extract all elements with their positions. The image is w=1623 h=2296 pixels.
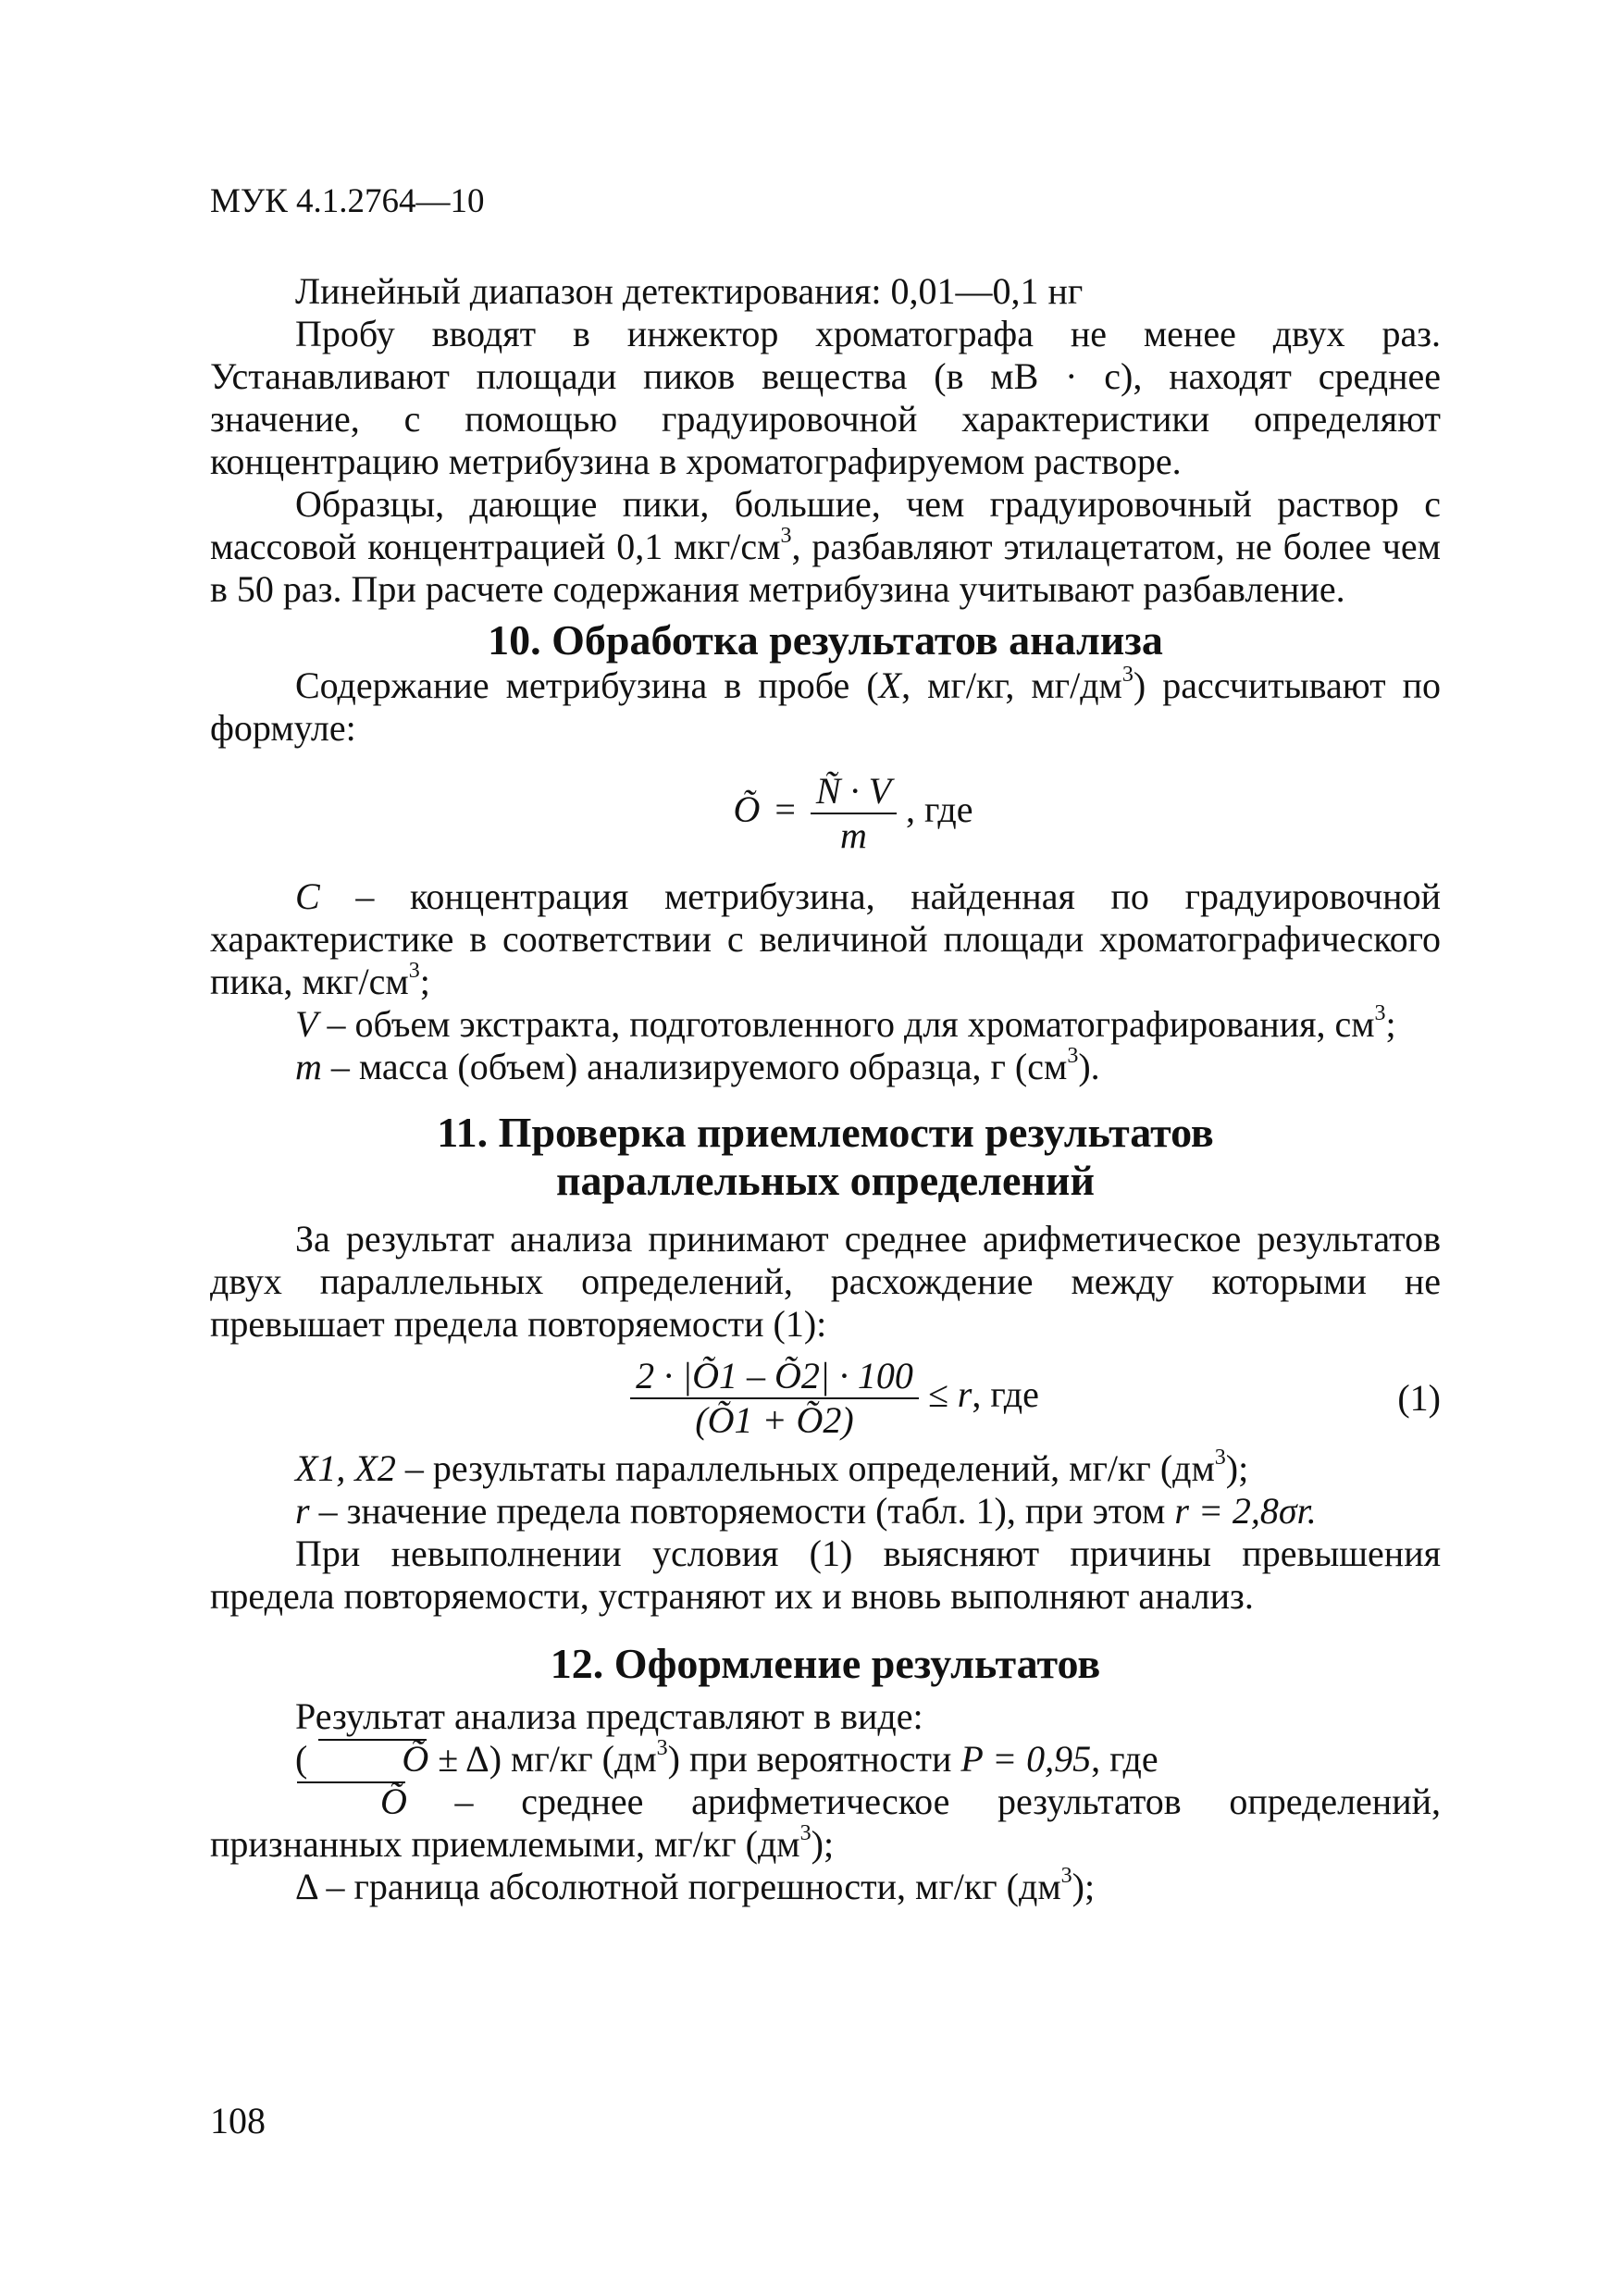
formula-repeatability: $\frac{2 \cdot |Õ1 - Õ2| \cdot 100}{(Õ1 + Õ2)}$ ≤ r, где (1) — [210, 1355, 1441, 1442]
section-10-intro: Содержание метрибузина в пробе (X, мг/кг, $мг/дм^3$) рассчитывают по формуле: — [210, 663, 1442, 749]
section-10-title: 10. Обработка результатов анализа — [488, 616, 1163, 664]
formula-result: Õ = $\frac{Ñ \cdot V}{m}$ , где — [733, 770, 973, 856]
definition-r: r – значение предела повторяемости (табл. 1), при этом r = 2,8σr. — [295, 1490, 1317, 1532]
definition-m: m – масса (объем) анализируемого образца, г $(см^3)$. — [295, 1044, 1100, 1087]
definition-delta: Δ – граница абсолютной погрешности, мг/кг $(дм^3)$; — [295, 1864, 1096, 1907]
paragraph-injection: Пробу вводят в инжектор хроматографа не менее двух раз. Устанавливают площади пиков вещества (в мВ · с), находят среднее значение, с помощью градуировочной характеристики определяют концентрацию метрибузина в хроматографируемом растворе. — [210, 313, 1441, 482]
equation-number: (1) — [1397, 1377, 1441, 1419]
result-expression: ( Õ ± Δ) мг/кг $(дм^3)$ при вероятности P = 0,95, где — [295, 1736, 1158, 1780]
definition-v: V – объем экстракта, подготовленного для хроматографирования, $см^3$; — [295, 1001, 1396, 1045]
definition-mean: Õ – среднее арифметическое результатов определений, признанных приемлемыми, мг/кг $(дм^3)$; — [210, 1781, 1442, 1865]
definition-c: C – концентрация метрибузина, найденная по градуировочной характеристике в соответствии с величиной площади хроматографического пика, мкг/$см^3$; — [210, 875, 1441, 1002]
section-12-intro: Результат анализа представляют в виде: — [295, 1695, 923, 1737]
paragraph-detection-range: Линейный диапазон детектирования: 0,01—0,1 нг — [295, 270, 1084, 312]
section-11-title: 11. Проверка приемлемости результатов параллельных определений — [437, 1109, 1214, 1204]
document-code: МУК 4.1.2764—10 — [210, 182, 485, 220]
page-number: 108 — [210, 2100, 266, 2141]
section-12-title: 12. Оформление результатов — [550, 1640, 1101, 1687]
paragraph-dilution: Образцы, дающие пики, большие, чем градуировочный раствор с массовой концентрацией 0,1 мкг/$см^3$, разбавляют этилацетатом, не более чем в 50 раз. При расчете содержания метрибузина учитывают разбавление. — [210, 483, 1441, 610]
definition-x: X1, X2 – результаты параллельных определений, мг/кг $(дм^3)$; — [295, 1446, 1249, 1489]
section-11-paragraph: За результат анализа принимают среднее арифметическое результатов двух параллельных определений, расхождение между которыми не превышает предела повторяемости (1): — [210, 1218, 1441, 1345]
section-11-paragraph-2: При невыполнении условия (1) выясняют причины превышения предела повторяемости, устраняют их и вновь выполняют анализ. — [210, 1533, 1441, 1617]
page-body — [210, 270, 1441, 1908]
